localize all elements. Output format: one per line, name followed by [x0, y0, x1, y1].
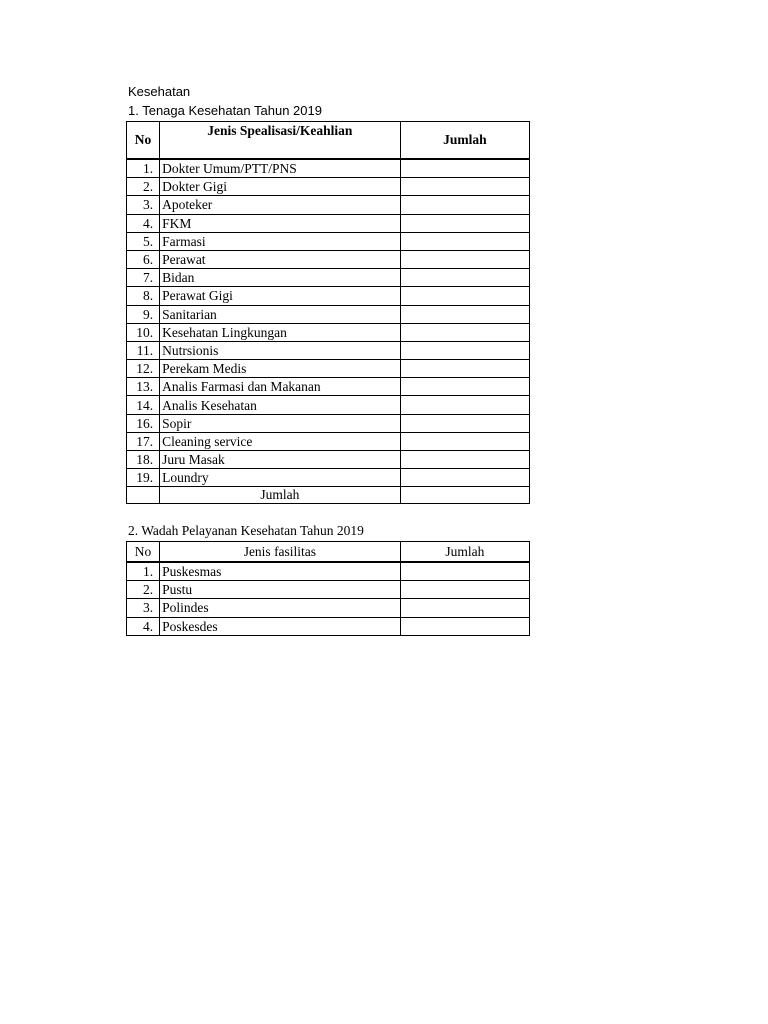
row-jenis-cell: Perekam Medis — [160, 360, 401, 378]
row-jumlah-cell — [400, 414, 529, 432]
row-jumlah-cell — [400, 599, 529, 617]
row-number-cell: 9. — [127, 305, 160, 323]
row-jenis-cell: Cleaning service — [160, 432, 401, 450]
row-jumlah-cell — [400, 396, 529, 414]
row-jumlah-cell — [400, 469, 529, 487]
row-jumlah-cell — [400, 250, 529, 268]
section1-title: 1. Tenaga Kesehatan Tahun 2019 — [128, 103, 322, 118]
row-number-cell: 6. — [127, 250, 160, 268]
row-jumlah-cell — [400, 378, 529, 396]
row-jenis-cell: Puskesmas — [160, 562, 401, 581]
row-number-cell: 17. — [127, 432, 160, 450]
row-jenis-cell: Sopir — [160, 414, 401, 432]
table-row — [127, 232, 530, 250]
row-number-cell: 13. — [127, 378, 160, 396]
table-row — [127, 269, 530, 287]
total-label: Jumlah — [160, 487, 401, 504]
row-jenis-cell: Dokter Gigi — [160, 178, 401, 196]
table-row — [127, 159, 530, 178]
table-row — [127, 323, 530, 341]
table-row — [127, 250, 530, 268]
table-header-row — [127, 122, 530, 160]
row-jenis-cell: Poskesdes — [160, 617, 401, 635]
row-jumlah-cell — [400, 196, 529, 214]
row-jenis-cell: Analis Farmasi dan Makanan — [160, 378, 401, 396]
table-row — [127, 414, 530, 432]
row-number-cell: 19. — [127, 469, 160, 487]
table-row — [127, 617, 530, 635]
table-row — [127, 378, 530, 396]
row-jenis-cell: Perawat — [160, 250, 401, 268]
health-facilities-table — [126, 541, 530, 636]
row-jenis-cell: Juru Masak — [160, 451, 401, 469]
section2-title: 2. Wadah Pelayanan Kesehatan Tahun 2019 — [128, 523, 364, 538]
row-jenis-cell: Dokter Umum/PTT/PNS — [160, 159, 401, 178]
column-header-jumlah: Jumlah — [400, 122, 529, 160]
row-jumlah-cell — [400, 305, 529, 323]
row-number-cell: 7. — [127, 269, 160, 287]
table-row — [127, 214, 530, 232]
table-row — [127, 396, 530, 414]
row-jenis-cell: Nutrsionis — [160, 341, 401, 359]
row-jenis-cell: Perawat Gigi — [160, 287, 401, 305]
row-jenis-cell: Loundry — [160, 469, 401, 487]
row-number-cell: 16. — [127, 414, 160, 432]
row-jumlah-cell — [400, 178, 529, 196]
row-jenis-cell: Pustu — [160, 581, 401, 599]
row-jumlah-cell — [400, 323, 529, 341]
column-header-jenis: Jenis fasilitas — [160, 542, 401, 563]
row-jumlah-cell — [400, 562, 529, 581]
row-number-cell: 3. — [127, 196, 160, 214]
column-header-no: No — [127, 122, 160, 160]
row-number-cell: 2. — [127, 178, 160, 196]
row-jumlah-cell — [400, 269, 529, 287]
column-header-jenis: Jenis Spealisasi/Keahlian — [160, 122, 401, 160]
table-row — [127, 178, 530, 196]
document-heading: Kesehatan — [128, 84, 191, 99]
row-jenis-cell: Farmasi — [160, 232, 401, 250]
table-header-row — [127, 542, 530, 563]
health-workers-table — [126, 121, 530, 504]
table-row — [127, 196, 530, 214]
row-number-cell: 4. — [127, 214, 160, 232]
row-jenis-cell: Sanitarian — [160, 305, 401, 323]
row-jumlah-cell — [400, 360, 529, 378]
table-row — [127, 432, 530, 450]
row-number-cell: 14. — [127, 396, 160, 414]
row-jenis-cell: Apoteker — [160, 196, 401, 214]
table-row — [127, 469, 530, 487]
row-number-cell: 18. — [127, 451, 160, 469]
row-jenis-cell: Polindes — [160, 599, 401, 617]
row-number-cell: 1. — [127, 562, 160, 581]
table-row — [127, 599, 530, 617]
row-number-cell: 1. — [127, 159, 160, 178]
table-row — [127, 341, 530, 359]
row-jumlah-cell — [400, 451, 529, 469]
row-number-cell: 4. — [127, 617, 160, 635]
table-row — [127, 305, 530, 323]
row-jenis-cell: Analis Kesehatan — [160, 396, 401, 414]
column-header-jumlah: Jumlah — [400, 542, 529, 563]
total-row — [127, 487, 530, 504]
table-row — [127, 360, 530, 378]
row-jenis-cell: Bidan — [160, 269, 401, 287]
row-number-cell: 3. — [127, 599, 160, 617]
row-number-cell: 11. — [127, 341, 160, 359]
table-row — [127, 581, 530, 599]
row-number-cell: 2. — [127, 581, 160, 599]
row-jumlah-cell — [400, 341, 529, 359]
row-jumlah-cell — [400, 432, 529, 450]
row-jumlah-cell — [400, 159, 529, 178]
table-row — [127, 562, 530, 581]
row-jumlah-cell — [400, 617, 529, 635]
row-number-cell: 8. — [127, 287, 160, 305]
table-row — [127, 451, 530, 469]
row-jumlah-cell — [400, 287, 529, 305]
row-jumlah-cell — [400, 581, 529, 599]
row-jumlah-cell — [400, 214, 529, 232]
total-value-cell — [400, 487, 529, 504]
total-no-cell — [127, 487, 160, 504]
column-header-no: No — [127, 542, 160, 563]
row-jenis-cell: Kesehatan Lingkungan — [160, 323, 401, 341]
row-jenis-cell: FKM — [160, 214, 401, 232]
row-number-cell: 5. — [127, 232, 160, 250]
row-number-cell: 12. — [127, 360, 160, 378]
row-jumlah-cell — [400, 232, 529, 250]
table-row — [127, 287, 530, 305]
row-number-cell: 10. — [127, 323, 160, 341]
